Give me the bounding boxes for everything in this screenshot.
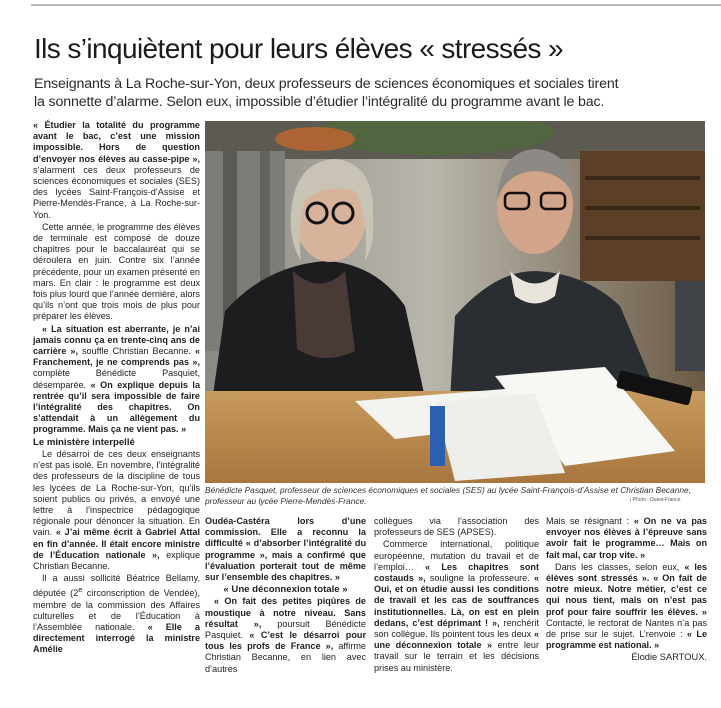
quote: « C’est le désarroi pour tous les profs de France », [205, 630, 366, 652]
paragraph: collègues via l’association des professeurs de SES (APSES). [374, 516, 539, 538]
text: entre leur travail sur le terrain et les décisions prises au ministère. [374, 640, 539, 673]
text: s’alarment ces deux professeurs de sciences économiques et sociales (SES) des lycées Saint-François-d’Assise et Pierre-Mendès-France, à La Roche-sur-Yon. [33, 164, 200, 220]
paragraph [546, 562, 707, 652]
quote: « On ne va pas envoyer nos élèves à l’épreuve sans avoir fait le programme… Mais on fait mal, car trop vite. » [546, 516, 707, 560]
quote: « Les chapitres sont costauds », [374, 561, 540, 584]
text: souffle Christian Becanne. [77, 346, 195, 357]
quote: « J’ai même écrit à Gabriel Attal en fin d’année. Il était encore ministre de l’Éducation nationale », [33, 527, 200, 560]
paragraph [546, 516, 707, 561]
article-photo [205, 121, 705, 483]
paragraph [33, 573, 200, 655]
photo-illustration [205, 121, 705, 483]
quote: « Franchement, je ne comprends pas », [33, 346, 200, 368]
quote: « Elle a directement interrogé la ministre Amélie [33, 621, 200, 655]
paragraph [374, 539, 539, 673]
text: renchérit son collègue. Ils pointent tous les deux [374, 617, 539, 640]
text: circonscription de Vendée), membre de la commission des Affaires culturelles et de l’Éducation à l’Assemblée nationale. [33, 588, 200, 632]
quote: « La situation est aberrante, je n’ai jamais connu ça en trente-cinq ans de carrière », [33, 323, 200, 357]
author-signature: Élodie SARTOUX. [631, 652, 707, 663]
text: poursuit Bénédicte Pasquiet. [205, 618, 366, 641]
text: Commerce international, politique européenne, mutation du travail et de l’emploi… [374, 539, 539, 572]
quote: « On fait des petites piqûres de moustique à notre niveau. Sans résultat », [205, 596, 366, 629]
paragraph [33, 120, 200, 221]
text: Dans les classes, selon eux, [555, 561, 685, 572]
section-subhead: « Une déconnexion totale » [223, 584, 348, 596]
quote: « Oui, et on étudie aussi les conditions de travail et les cas de souffrances institutionnelles. Là, on est en plein dedans, c’est déprimant ! », [374, 573, 539, 628]
paragraph [205, 516, 366, 583]
text: Il a aussi sollicité Béatrice Bellamy, députée (2 [33, 573, 200, 599]
superscript: e [78, 585, 83, 595]
paragraph: Cette année, le programme des élèves de terminale est composé de douze chapitres pour le baccalauréat qui se déroulera en juin. Contre six l’année précédente, pour un examen présenté en mars. En clair : le programme est deux fois plus lourd que l’année dernière, alors qu’ils n’ont que trois mois de plus pour préparer les élèves. [33, 221, 200, 322]
paragraph [205, 596, 366, 674]
article-headline: Ils s’inquiètent pour leurs élèves « stressés » [34, 33, 563, 64]
quote: « On explique depuis la rentrée qu’il sera impossible de faire l’intégralité des chapitres. On s’attendait à un allègement du programme. Mais ça ne vient pas. » [33, 379, 201, 435]
section-subhead: Le ministère interpellé [33, 436, 135, 448]
quote: « Étudier la totalité du programme avant le bac, c’est une mission impossible. Hors de question d’envoyer nos élèves au casse-pipe », [33, 120, 200, 164]
text: Contacté, le rectorat de Nantes n’a pas de prise sur le sujet. L’renvoie : [546, 617, 707, 640]
article-standfirst: Enseignants à La Roche-sur-Yon, deux professeurs de sciences économiques et sociales tirent la sonnette d’alarme. Selon eux, impossible d’étudier l’intégralité du programme avant le bac. [34, 76, 619, 110]
text: affirme Christian Becanne, en lien avec d’autres [205, 641, 366, 674]
paragraph [33, 324, 200, 436]
article-column-4 [546, 516, 707, 665]
text: Mais se résignant : [546, 516, 634, 526]
quote: « Le programme est national. » [546, 629, 707, 651]
photo-caption: Bénédicte Pasquet, professeur de sciences économiques et sociales (SES) au lycée Saint-François-d’Assise et Christian Becanne, professeur au lycée Pierre-Mendès-France. [205, 485, 691, 506]
page-top-rule [31, 4, 721, 6]
article-column-2 [205, 516, 366, 676]
quote: « une déconnexion totale » [374, 629, 539, 651]
article-column-1 [33, 120, 200, 657]
text: complète Bénédicte Pasquiet, désemparée. [33, 368, 200, 390]
text: souligne la professeure. [425, 573, 534, 584]
article-column-3 [374, 516, 539, 675]
photo-credit: | Photo : Ouest-France [630, 497, 681, 503]
text: Le désarroi de ces deux enseignants n’est pas isolé. En novembre, l’intégralité des professeurs de la discipline de tous les lycées de La Roche-sur-Yon, qu’ils soient publics ou privés, a envoyé une lettre à l’inspectrice pédagogique régionale pour dénoncer la situation. En vain. [33, 448, 200, 538]
text: explique Christian Becanne. [33, 549, 200, 571]
paragraph [33, 449, 200, 572]
quote: Oudéa-Castéra lors d’une commission. Elle a reconnu la difficulté « d’absorber l’intégralité du programme », mais a confirmé que l’évaluation porterait tout de même sur l’ensemble des chapitres. » [205, 516, 366, 583]
quote: « les élèves sont stressés ». « On fait de notre mieux. Notre métier, c’est ce qui nous tient, mais on n’est pas prof pour faire souffrir les élèves. » [546, 561, 708, 617]
